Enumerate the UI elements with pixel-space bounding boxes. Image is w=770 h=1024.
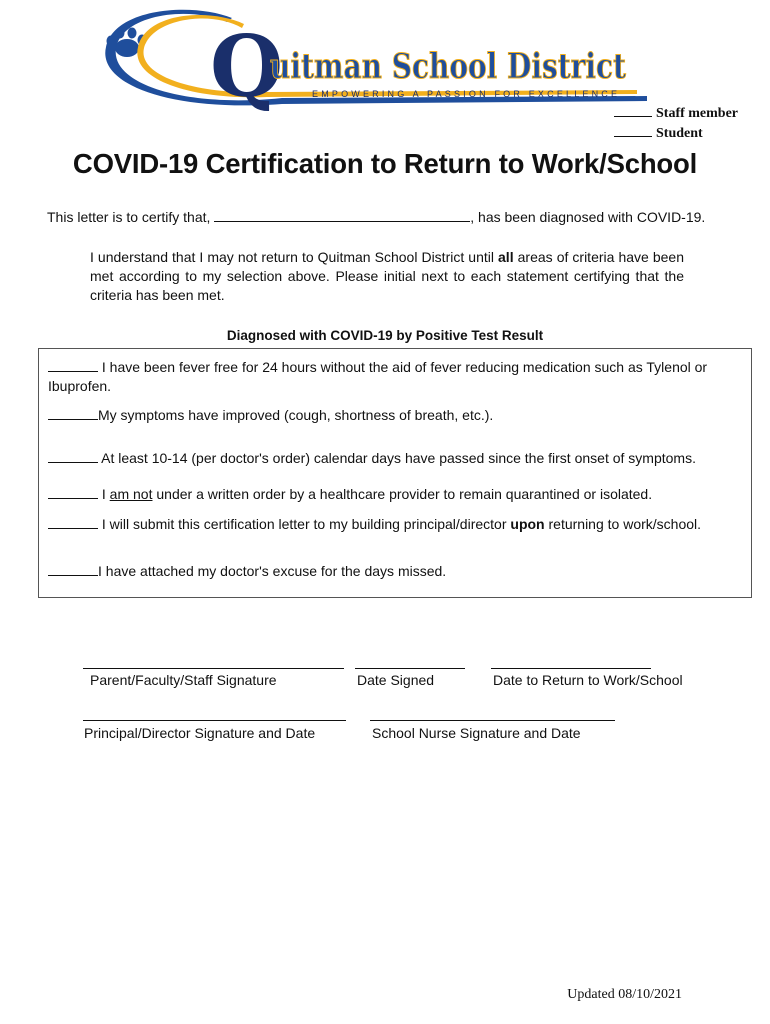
intro-paragraph (90, 248, 684, 305)
role-initial-blank[interactable] (614, 125, 652, 137)
criterion-text: under a written order by a healthcare provider to remain quarantined or isolated. (152, 486, 653, 502)
page-title: COVID-19 Certification to Return to Work/School (72, 148, 698, 179)
intro-bold: all (498, 249, 514, 265)
return-date-label: Date to Return to Work/School (493, 672, 683, 688)
principal-signature-label: Principal/Director Signature and Date (84, 725, 316, 741)
initial-blank[interactable] (48, 563, 98, 576)
intro-text-2: areas of criteria have been met according to my selection above. Please initial next to each statement certifying that the criteria has been met. (90, 249, 685, 303)
initial-blank[interactable] (48, 359, 98, 372)
parent-signature-line[interactable] (83, 668, 344, 669)
criterion-text: I have been fever free for 24 hours without the aid of fever reducing medication such as Tylenol or Ibuprofen. (48, 359, 708, 394)
criteria-box (38, 348, 752, 598)
criterion-underlined: am not (109, 486, 153, 502)
certify-before: This letter is to certify that, (47, 209, 211, 225)
criterion-text: I will submit this certification letter to my building principal/director (98, 516, 511, 532)
name-blank-field[interactable] (214, 209, 470, 222)
parent-signature-label: Parent/Faculty/Staff Signature (90, 672, 277, 688)
initial-blank[interactable] (48, 450, 98, 463)
nurse-signature-label: School Nurse Signature and Date (372, 725, 581, 741)
role-label: Staff member (656, 106, 739, 121)
criterion-text: returning to work/school. (544, 516, 702, 532)
criterion-excuse (48, 562, 752, 581)
criterion-text: I have attached my doctor's excuse for the days missed. (98, 563, 447, 579)
nurse-signature-line[interactable] (370, 720, 615, 721)
criterion-symptoms (48, 406, 752, 425)
initial-blank[interactable] (48, 486, 98, 499)
criterion-order (48, 485, 752, 504)
role-initial-blank[interactable] (614, 105, 652, 117)
updated-date: Updated 08/10/2021 (567, 987, 682, 1002)
section-heading: Diagnosed with COVID-19 by Positive Test Result (226, 328, 544, 343)
role-staff-member[interactable] (614, 105, 738, 122)
date-signed-label: Date Signed (357, 672, 435, 688)
intro-text-1: I understand that I may not return to Quitman School District until (90, 249, 499, 265)
initial-blank[interactable] (48, 407, 98, 420)
role-label: Student (656, 126, 703, 141)
principal-signature-line[interactable] (83, 720, 346, 721)
certify-statement (47, 208, 705, 227)
criterion-bold: upon (510, 516, 545, 532)
criterion-text: At least 10-14 (per doctor's order) calendar days have passed since the first onset of symptoms. (98, 450, 696, 466)
logo-tagline: EMPOWERING A PASSION FOR EXCELLENCE (312, 89, 617, 99)
logo-district-name: uitman School District (270, 46, 626, 87)
return-date-line[interactable] (491, 668, 651, 669)
criterion-text: My symptoms have improved (cough, shortness of breath, etc.). (98, 407, 494, 423)
district-logo (92, 0, 652, 132)
initial-blank[interactable] (48, 516, 98, 529)
criterion-days (48, 449, 752, 468)
date-signed-line[interactable] (355, 668, 465, 669)
criterion-fever (48, 358, 752, 396)
certify-after: , has been diagnosed with COVID-19. (470, 209, 706, 225)
criterion-submit (48, 515, 752, 534)
logo-letter-q: Q (210, 17, 284, 116)
role-student[interactable] (614, 125, 703, 142)
criterion-text: I (98, 486, 110, 502)
